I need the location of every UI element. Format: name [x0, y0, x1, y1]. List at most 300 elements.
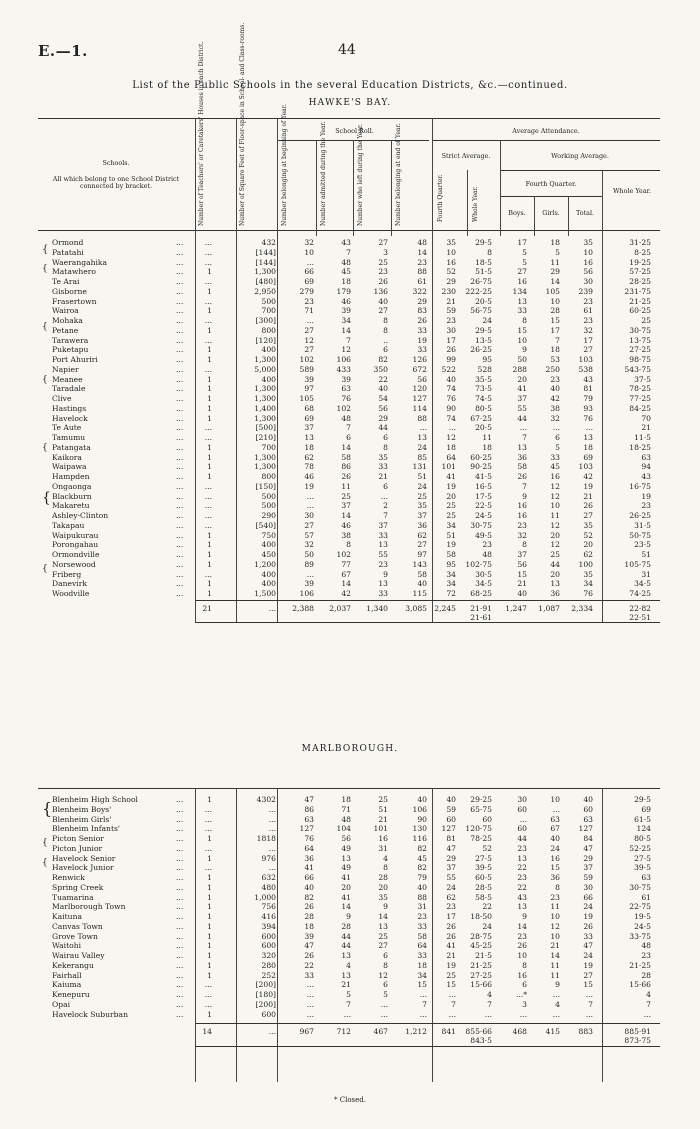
table-row: [52, 883, 662, 893]
total-cell: ...: [268, 1027, 276, 1036]
table-cell: 22: [517, 863, 527, 873]
table-row: [52, 980, 662, 990]
total-cell-second: 843·5: [470, 1036, 492, 1045]
leader-dots: ...: [176, 394, 184, 403]
school-name: Matawhero: [52, 267, 96, 277]
district-brace: {: [42, 443, 48, 453]
table-cell: 21·25: [629, 960, 651, 970]
table-cell: ...: [306, 501, 314, 511]
table-cell: 20·5: [475, 296, 492, 306]
table-cell: 44: [517, 834, 527, 843]
table-cell: 47: [304, 795, 314, 804]
table-cell: 63: [641, 873, 651, 882]
district-brace: {: [42, 799, 53, 818]
table-cell: [500]: [255, 423, 276, 433]
school-name: Blackburn: [52, 491, 92, 501]
table-cell: 32: [583, 325, 593, 335]
table-row: [52, 482, 662, 492]
table-cell: 33: [378, 462, 388, 472]
table-cell: 15: [550, 316, 560, 325]
table-cell: 42: [550, 394, 560, 403]
table-cell: 41: [446, 472, 456, 481]
table-cell: 6: [346, 433, 351, 442]
school-name: Takapau: [52, 520, 85, 530]
table-cell: 16: [517, 511, 527, 520]
table-cell: 11: [550, 960, 560, 970]
roll-left-header: Number who left during the Year.: [357, 123, 364, 226]
table-cell: 8: [487, 247, 492, 257]
table-cell: 13: [378, 540, 388, 550]
table-cell: 22: [517, 882, 527, 892]
table-cell: 17: [517, 238, 527, 247]
table-cell: 18: [446, 442, 456, 452]
table-cell: 60: [517, 804, 527, 814]
table-cell: 23: [446, 316, 456, 325]
table-cell: 15: [446, 980, 456, 990]
table-cell: 16·5: [475, 481, 492, 491]
table-cell: 19: [583, 912, 593, 921]
table-cell: 8: [346, 540, 351, 550]
table-cell: 350: [373, 364, 388, 374]
table-cell: 106: [336, 355, 351, 364]
table-cell: 522: [441, 364, 456, 374]
table-top-rule: [38, 118, 660, 119]
table-row: [52, 971, 662, 981]
table-cell: 42: [583, 472, 593, 481]
table-cell: 750: [261, 530, 276, 540]
table-cell: 23: [517, 520, 527, 530]
table-cell: 33: [378, 530, 388, 540]
table-cell: 8: [383, 325, 388, 335]
table-cell: 400: [261, 540, 276, 550]
table-cell: ...: [585, 990, 593, 999]
table-cell: 23: [517, 931, 527, 941]
table-cell: 67: [341, 569, 351, 579]
table-cell: 72: [446, 589, 456, 598]
table-cell: ...: [268, 804, 276, 814]
table-row: [52, 579, 662, 589]
table-cell: 68: [304, 403, 314, 413]
table-cell: 15: [550, 863, 560, 873]
total-cell: 1,247: [505, 604, 527, 613]
total-cell: 883: [578, 1027, 593, 1036]
table-cell: 40: [378, 296, 388, 306]
table-cell: 400: [261, 374, 276, 384]
leader-dots: ...: [176, 540, 184, 550]
table-cell: 60·25: [629, 306, 651, 316]
leader-dots: ...: [176, 814, 184, 824]
school-name: Te Aute: [52, 423, 82, 433]
leader-dots: ...: [176, 511, 184, 520]
table-cell: 10: [517, 951, 527, 960]
school-name: Wairoa: [52, 306, 79, 316]
table-cell: 24: [583, 902, 593, 912]
table-row: [52, 336, 662, 346]
table-cell: 19·5: [634, 912, 651, 921]
table-cell: 76: [583, 589, 593, 598]
table-cell: 51: [378, 804, 388, 814]
table-cell: 976: [261, 853, 276, 863]
working-whole-year-header: Whole Year.: [612, 187, 652, 195]
table-cell: 61: [583, 306, 593, 316]
table-cell: 23: [550, 374, 560, 384]
table-cell: 6: [383, 345, 388, 355]
table-row: [52, 248, 662, 258]
table-cell: 288: [512, 364, 527, 374]
table-cell: 37: [517, 394, 527, 403]
table-cell: 19: [304, 481, 314, 491]
table-cell: 33·75: [629, 931, 651, 941]
table-cell: 49: [341, 843, 351, 853]
table-cell: ...: [268, 843, 276, 853]
table-cell: 102: [336, 403, 351, 413]
table-cell: 33: [417, 951, 427, 960]
school-name: Ormondville: [52, 550, 100, 559]
strict-average-header: Strict Average.: [441, 152, 491, 160]
table-cell: 39·5: [475, 863, 492, 873]
table-row: [52, 326, 662, 336]
table-cell: 31·25: [629, 238, 651, 247]
table-cell: 71: [341, 804, 351, 814]
total-cell: 2,388: [292, 604, 314, 613]
district-brace: {: [42, 322, 48, 332]
school-name: Kaituna: [52, 912, 82, 921]
table-cell: 67·25: [470, 413, 492, 423]
table-cell: 279: [299, 286, 314, 296]
table-cell: ...: [306, 491, 314, 501]
table-cell: 9: [383, 569, 388, 579]
leader-dots: ...: [176, 462, 184, 472]
table-row: [52, 414, 662, 424]
table-cell: 24: [417, 481, 427, 491]
table-cell: 62: [417, 530, 427, 540]
table-cell: 12: [341, 345, 351, 355]
table-row: [52, 306, 662, 316]
table-cell: 58: [446, 550, 456, 559]
table-cell: ...: [585, 423, 593, 433]
table-cell: [200]: [255, 980, 276, 990]
table-cell: 131: [412, 462, 427, 472]
col-divider: [236, 788, 237, 1082]
school-name: Danevirk: [52, 579, 87, 589]
district-brace: {: [42, 858, 48, 868]
table-cell: 1: [207, 921, 212, 931]
table-cell: 33: [550, 452, 560, 462]
teachers-header: Number of Teachers' or Caretakers' Houses in each District.: [198, 41, 205, 226]
table-cell: 83: [417, 306, 427, 316]
table-row: [52, 355, 662, 365]
table-cell: 27: [583, 511, 593, 520]
table-cell: 29·5: [634, 795, 651, 804]
table-cell: 44: [550, 559, 560, 569]
table-row: [52, 854, 662, 864]
table-cell: 21·25: [470, 960, 492, 970]
table-cell: 23: [641, 951, 651, 960]
table-cell: 25: [378, 931, 388, 941]
table-cell: 400: [261, 579, 276, 589]
table-cell: 14: [341, 511, 351, 520]
table-cell: 35: [583, 520, 593, 530]
table-cell: 25: [378, 257, 388, 267]
col-divider: [391, 140, 392, 236]
totals-bottom-rule: [195, 1046, 660, 1047]
table-cell: 41: [341, 873, 351, 882]
table-cell: 30: [583, 882, 593, 892]
header-bottom-rule: [38, 230, 660, 231]
table-cell: 63: [550, 814, 560, 824]
table-cell: 21: [550, 941, 560, 951]
table-row: [52, 912, 662, 922]
table-row: [52, 423, 662, 433]
school-name: Tarawera: [52, 335, 89, 345]
school-name: Clive: [52, 394, 72, 403]
school-name: Waipukurau: [52, 530, 99, 540]
table-cell: 24: [482, 316, 492, 325]
table-cell: 95: [482, 355, 492, 364]
table-cell: 69: [304, 277, 314, 286]
col-divider: [277, 788, 278, 1082]
table-cell: 120·75: [465, 824, 492, 834]
table-cell: 21: [378, 814, 388, 824]
table-cell: 74·5: [475, 394, 492, 403]
table-cell: 56: [378, 403, 388, 413]
table-cell: 25: [378, 795, 388, 804]
table-cell: 322: [412, 286, 427, 296]
table-cell: 51: [417, 472, 427, 481]
total-cell: 14: [202, 1027, 212, 1036]
school-name: Havelock: [52, 413, 88, 423]
table-cell: 1818: [256, 834, 276, 843]
table-cell: 14: [417, 247, 427, 257]
table-row: [52, 951, 662, 961]
table-cell: 31: [417, 902, 427, 912]
table-cell: 33: [304, 970, 314, 980]
table-cell: ...: [306, 999, 314, 1009]
table-cell: 115: [412, 589, 427, 598]
table-cell: 8: [522, 540, 527, 550]
hawkes-bay-rows: [52, 238, 662, 599]
table-cell: 86: [304, 804, 314, 814]
table-cell: 127: [578, 824, 593, 834]
table-cell: 35: [378, 452, 388, 462]
leader-dots: ...: [176, 559, 184, 569]
girls-header: Girls.: [542, 209, 560, 217]
total-cell: 2,245: [434, 604, 456, 613]
table-cell: 28·25: [629, 277, 651, 286]
table-cell: 23: [641, 501, 651, 511]
table-cell: 13: [304, 433, 314, 442]
table-cell: 37: [341, 501, 351, 511]
leader-dots: ...: [176, 277, 184, 286]
table-cell: 13·75: [629, 335, 651, 345]
table-cell: 31: [378, 843, 388, 853]
total-cell: 1,340: [366, 604, 388, 613]
table-cell: ...: [268, 814, 276, 824]
table-cell: 23: [378, 267, 388, 277]
table-cell: 11·5: [634, 433, 651, 442]
table-cell: 16: [446, 257, 456, 267]
table-cell: 84: [583, 834, 593, 843]
col-divider: [353, 140, 354, 236]
table-cell: 756: [261, 902, 276, 912]
table-cell: 88: [417, 413, 427, 423]
table-cell: 58: [341, 452, 351, 462]
table-cell: 41: [341, 892, 351, 902]
table-cell: ...: [552, 990, 560, 999]
table-cell: 10: [550, 296, 560, 306]
table-cell: 2: [383, 501, 388, 511]
table-cell: 28: [304, 912, 314, 921]
table-cell: 50: [304, 550, 314, 559]
table-cell: 78·25: [470, 834, 492, 843]
leader-dots: ...: [176, 257, 184, 267]
table-cell: ...*: [515, 990, 527, 999]
table-cell: 74·25: [629, 589, 651, 598]
table-cell: 12: [550, 491, 560, 501]
table-cell: 22: [482, 902, 492, 912]
table-cell: 18: [304, 442, 314, 452]
table-cell: 3: [522, 999, 527, 1009]
table-cell: 104: [336, 824, 351, 834]
table-cell: ...: [306, 257, 314, 267]
table-cell: 64: [417, 941, 427, 951]
table-cell: ...: [204, 843, 212, 853]
table-cell: 26: [378, 277, 388, 286]
table-cell: [180]: [255, 990, 276, 999]
table-cell: 1: [207, 873, 212, 882]
table-cell: 51·5: [475, 267, 492, 277]
table-cell: 44: [341, 941, 351, 951]
leader-dots: ...: [176, 413, 184, 423]
section-title-marlborough: MARLBOROUGH.: [301, 744, 399, 754]
table-cell: [144]: [255, 247, 276, 257]
school-name: Blenheim Boys': [52, 804, 112, 814]
table-cell: 21: [341, 980, 351, 990]
table-row: [52, 277, 662, 287]
table-row: [52, 453, 662, 463]
table-cell: 500: [261, 491, 276, 501]
table-cell: 105: [545, 286, 560, 296]
table-cell: 120: [412, 384, 427, 394]
table-cell: 13: [378, 921, 388, 931]
table-cell: 36: [550, 873, 560, 882]
table-cell: 19: [583, 960, 593, 970]
table-cell: 48: [341, 814, 351, 824]
roll-begin-header: Number belonging at beginning of Year.: [281, 104, 288, 226]
table-cell: ...: [204, 296, 212, 306]
school-name: Canvas Town: [52, 921, 103, 931]
table-cell: 52·25: [629, 843, 651, 853]
table-cell: 28·75: [470, 931, 492, 941]
table-cell: 40: [446, 795, 456, 804]
table-cell: 7: [646, 999, 651, 1009]
table-cell: 8: [383, 316, 388, 325]
table-cell: 43: [583, 374, 593, 384]
table-cell: 31: [641, 569, 651, 579]
table-cell: 230: [441, 286, 456, 296]
table-cell: 48: [341, 257, 351, 267]
total-cell: 712: [336, 1027, 351, 1036]
table-cell: ...: [306, 1009, 314, 1019]
table-cell: 37: [304, 423, 314, 433]
table-cell: 76: [304, 834, 314, 843]
table-cell: 27·25: [470, 970, 492, 980]
table-cell: 25: [550, 550, 560, 559]
table-cell: 44: [378, 423, 388, 433]
table-cell: 69: [304, 413, 314, 423]
table-cell: 12: [550, 540, 560, 550]
table-cell: 97: [417, 550, 427, 559]
table-cell: 20: [341, 882, 351, 892]
table-cell: 45: [417, 853, 427, 863]
table-cell: 64: [304, 843, 314, 853]
table-cell: 45: [341, 267, 351, 277]
table-cell: ...: [552, 1009, 560, 1019]
table-cell: 82: [304, 892, 314, 902]
table-cell: ...: [419, 990, 427, 999]
leader-dots: ...: [176, 501, 184, 511]
working-rule: [500, 170, 660, 171]
table-cell: 15: [417, 980, 427, 990]
table-cell: 800: [261, 325, 276, 335]
table-cell: 23: [304, 296, 314, 306]
table-row: [52, 990, 662, 1000]
table-row: [52, 1010, 662, 1020]
table-cell: 56: [417, 374, 427, 384]
table-cell: ...: [268, 863, 276, 873]
table-cell: ...: [204, 277, 212, 286]
table-cell: 222·25: [465, 286, 492, 296]
table-cell: 47: [583, 843, 593, 853]
table-cell: 40: [417, 795, 427, 804]
table-cell: 80·5: [634, 834, 651, 843]
leader-dots: ...: [176, 296, 184, 306]
table-cell: ...: [448, 990, 456, 999]
table-cell: 1: [207, 559, 212, 569]
table-cell: 90·25: [470, 462, 492, 472]
table-cell: 106: [299, 589, 314, 598]
table-cell: ...: [268, 824, 276, 834]
table-cell: 86: [341, 462, 351, 472]
table-cell: 19: [641, 491, 651, 501]
strict-whole-year-header: Whole Year.: [472, 186, 479, 222]
leader-dots: ...: [176, 951, 184, 960]
table-cell: 1,300: [254, 462, 276, 472]
table-cell: 101: [441, 462, 456, 472]
leader-dots: ...: [176, 579, 184, 589]
table-cell: 14: [341, 325, 351, 335]
total-cell: 885·91: [624, 1027, 651, 1036]
table-cell: 99: [446, 355, 456, 364]
table-cell: 29: [446, 277, 456, 286]
leader-dots: ...: [176, 286, 184, 296]
table-cell: 394: [261, 921, 276, 931]
table-cell: 54: [378, 394, 388, 403]
table-cell: 80·5: [475, 403, 492, 413]
table-cell: 27·5: [475, 853, 492, 863]
table-cell: 40: [550, 834, 560, 843]
table-cell: 16: [517, 277, 527, 286]
district-brace: {: [42, 264, 48, 274]
table-cell: 1: [207, 267, 212, 277]
table-cell: 1,300: [254, 267, 276, 277]
col-divider: [602, 232, 603, 622]
total-cell: 468: [512, 1027, 527, 1036]
table-cell: 34·5: [475, 579, 492, 589]
table-cell: 23: [550, 892, 560, 902]
totals-rule: [195, 600, 660, 601]
table-cell: 543·75: [624, 364, 651, 374]
